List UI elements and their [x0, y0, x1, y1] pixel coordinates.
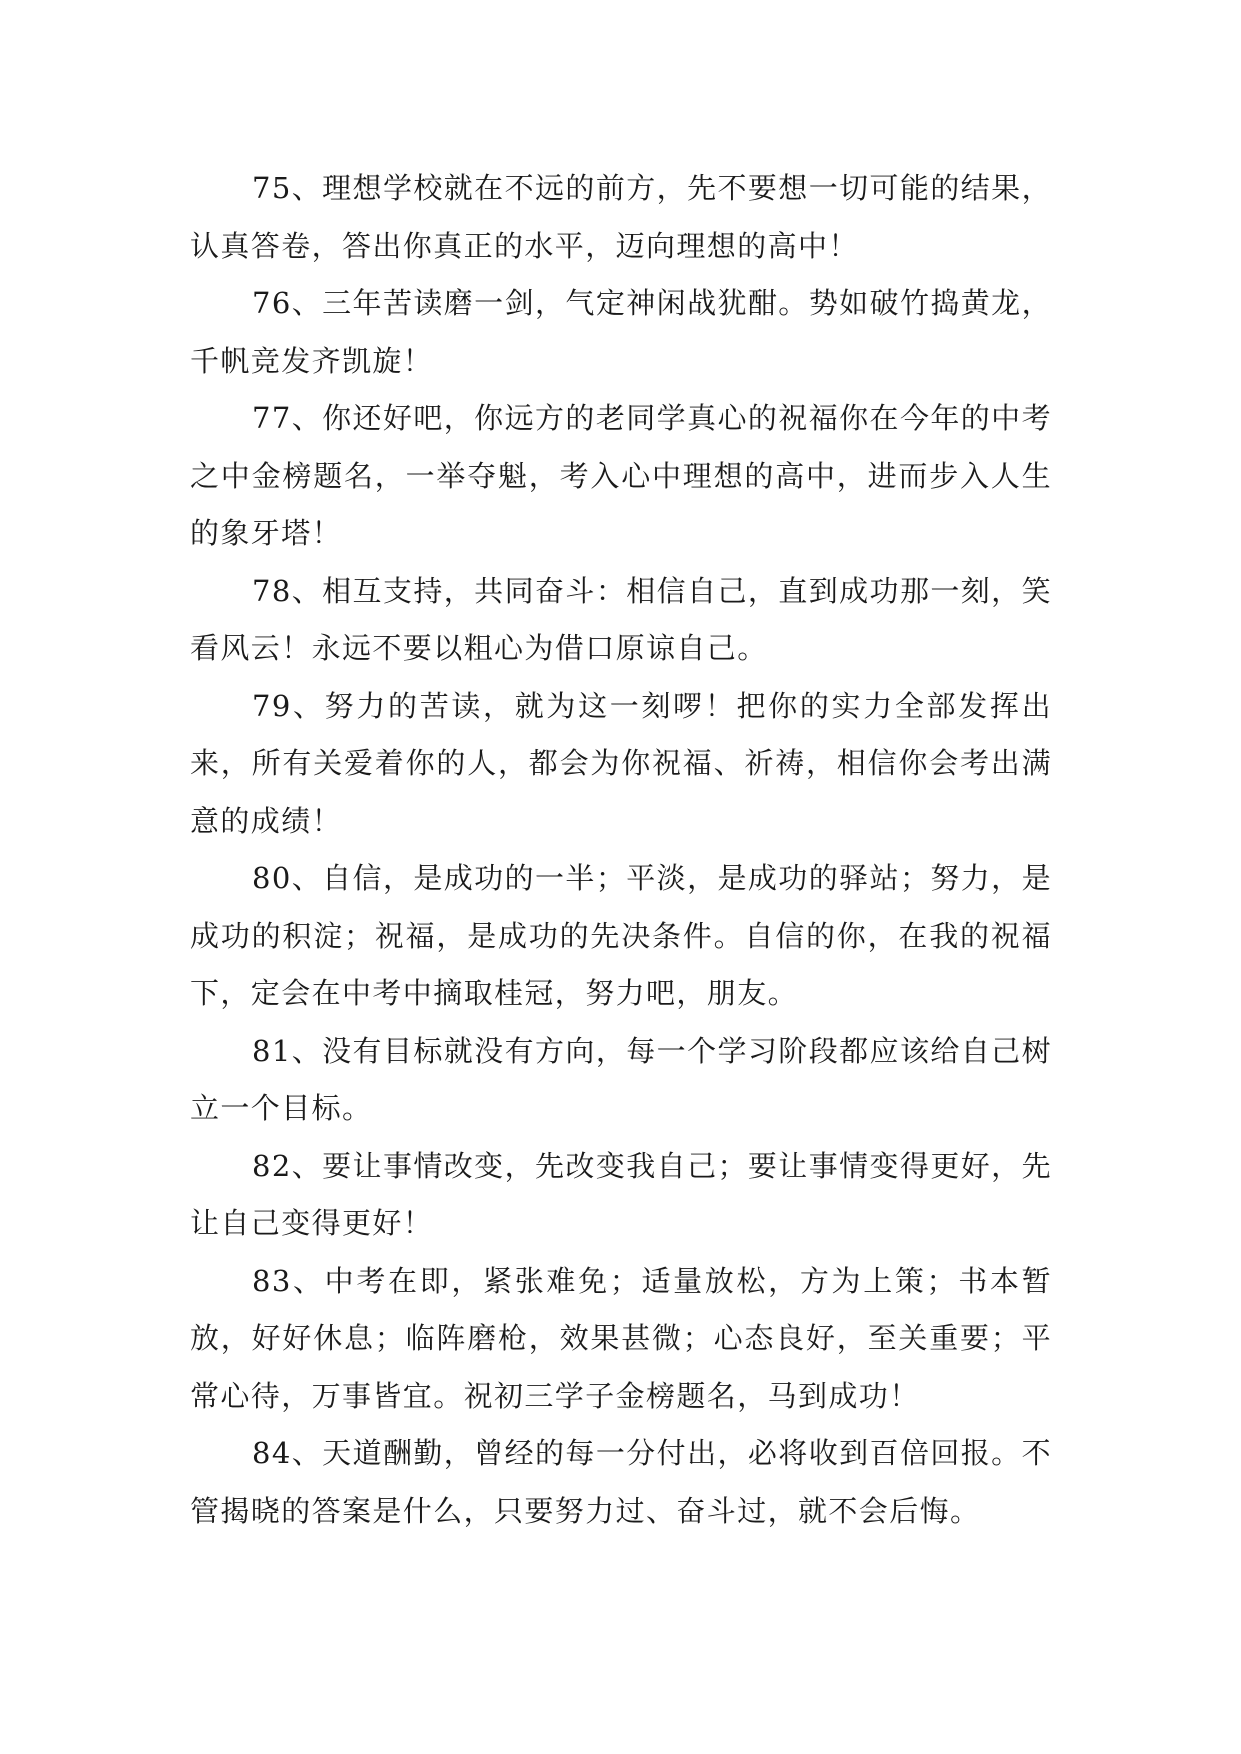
paragraph-77: 77、你还好吧，你远方的老同学真心的祝福你在今年的中考之中金榜题名，一举夺魁，考入心中理想的高中，进而步入人生的象牙塔！: [190, 401, 1052, 550]
document-body: [190, 160, 1052, 1540]
paragraph-82: 82、要让事情改变，先改变我自己；要让事情变得更好，先让自己变得更好！: [190, 1148, 1052, 1240]
paragraph-79: 79、努力的苦读，就为这一刻啰！把你的实力全部发挥出来，所有关爱着你的人，都会为你祝福、祈祷，相信你会考出满意的成绩！: [190, 688, 1052, 838]
paragraph-76: 76、三年苦读磨一剑，气定神闲战犹酣。势如破竹捣黄龙，千帆竞发齐凯旋！: [190, 286, 1052, 378]
paragraph-75: 75、理想学校就在不远的前方，先不要想一切可能的结果，认真答卷，答出你真正的水平，迈向理想的高中！: [190, 171, 1052, 263]
paragraph-84: 84、天道酬勤，曾经的每一分付出，必将收到百倍回报。不管揭晓的答案是什么，只要努力过、奋斗过，就不会后悔。: [190, 1436, 1052, 1528]
paragraph-80: 80、自信，是成功的一半；平淡，是成功的驿站；努力，是成功的积淀；祝福，是成功的先决条件。自信的你，在我的祝福下，定会在中考中摘取桂冠，努力吧，朋友。: [190, 861, 1052, 1010]
paragraph-81: 81、没有目标就没有方向，每一个学习阶段都应该给自己树立一个目标。: [190, 1033, 1052, 1125]
paragraph-78: 78、相互支持，共同奋斗：相信自己，直到成功那一刻，笑看风云！永远不要以粗心为借口原谅自己。: [190, 573, 1052, 665]
paragraph-83: 83、中考在即，紧张难免；适量放松，方为上策；书本暂放，好好休息；临阵磨枪，效果甚微；心态良好，至关重要；平常心待，万事皆宜。祝初三学子金榜题名，马到成功！: [190, 1263, 1052, 1413]
